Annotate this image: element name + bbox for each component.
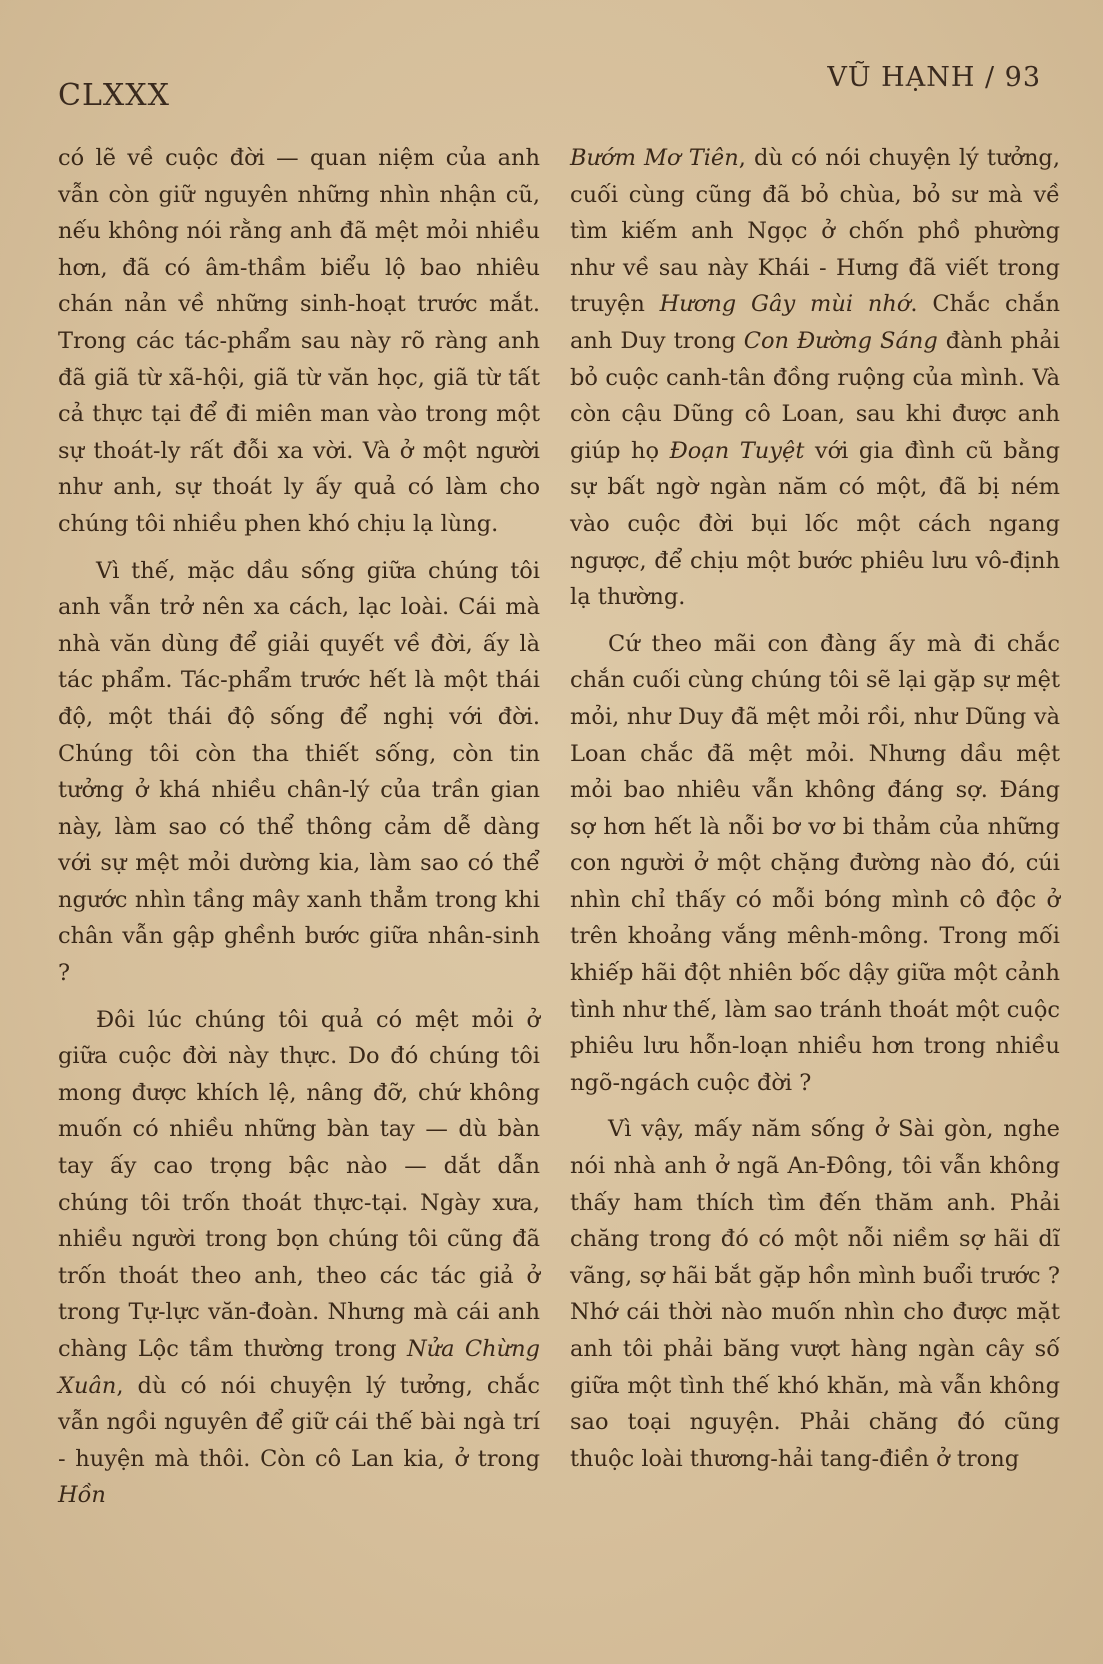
book-title: Nửa Chừng Xuân bbox=[58, 1336, 540, 1399]
paragraph: Vì vậy, mấy năm sống ở Sài gòn, nghe nói nhà anh ở ngã An-Đông, tôi vẫn không thấy ham thích tìm đến thăm anh. Phải chăng trong đó có một nỗi niềm sợ hãi dĩ vãng, sợ hãi bắt gặp hồn mình buổi trước ? Nhớ cái thời nào muốn nhìn cho được mặt anh tôi phải băng vượt hàng ngàn cây số giữa một tình thế khó khăn, mà vẫn không sao toại nguyện. Phải chăng đó cũng thuộc loài thương-hải tang-điền ở trong bbox=[570, 1116, 1060, 1472]
paragraph bbox=[570, 140, 1060, 616]
chapter-number: CLXXX bbox=[58, 78, 170, 113]
book-title: Bướm Mơ Tiên bbox=[570, 145, 739, 171]
text-run: Đôi lúc chúng tôi quả có mệt mỏi ở giữa cuộc đời này thực. Do đó chúng tôi mong được khích lệ, nâng đỡ, chứ không muốn có nhiều những bàn tay — dù bàn tay ấy cao trọng bậc nào — dắt dẫn chúng tôi trốn thoát thực-tại. Ngày xưa, nhiều người trong bọn chúng tôi cũng đã trốn thoát theo anh, theo các tác giả ở trong Tự-lực văn-đoàn. Nhưng mà cái anh chàng Lộc tầm thường trong bbox=[58, 1006, 540, 1362]
text-run: , dù có nói chuyện lý tưởng, chắc vẫn ngồi nguyên để giữ cái thế bài ngà trí - huyện mà thôi. Còn cô Lan kia, ở trong bbox=[58, 1372, 540, 1472]
text-run: với gia đình cũ bằng sự bất ngờ ngàn năm có một, đã bị ném vào cuộc đời bụi lốc một cách ngang ngược, để chịu một bước phiêu lưu vô-định lạ thường. bbox=[570, 437, 1060, 611]
right-column bbox=[570, 140, 1060, 1487]
paragraph: có lẽ về cuộc đời — quan niệm của anh vẫn còn giữ nguyên những nhìn nhận cũ, nếu không nói rằng anh đã mệt mỏi nhiều hơn, đã có âm-thầm biểu lộ bao nhiêu chán nản về những sinh-hoạt trước mắt. Trong các tác-phẩm sau này rõ ràng anh đã giã từ xã-hội, giã từ văn học, giã từ tất cả thực tại để đi miên man vào trong một sự thoát-ly rất đỗi xa vời. Và ở một người như anh, sự thoát ly ấy quả có làm cho chúng tôi nhiều phen khó chịu lạ lùng. bbox=[58, 145, 540, 537]
book-title: Con Đường Sáng bbox=[743, 327, 938, 354]
book-title: Đoạn Tuyệt bbox=[669, 437, 805, 464]
left-column bbox=[58, 140, 540, 1524]
text-run: . Chắc chắn anh Duy trong bbox=[570, 291, 1060, 354]
paragraph bbox=[58, 1002, 540, 1514]
text-run: đành phải bỏ cuộc canh-tân đồng ruộng của mình. Và còn cậu Dũng cô Loan, sau khi được anh giúp họ bbox=[570, 327, 1060, 464]
running-header: VŨ HẠNH / 93 bbox=[827, 62, 1041, 93]
text-run: , dù có nói chuyện lý tưởng, cuối cùng cũng đã bỏ chùa, bỏ sư mà về tìm kiếm anh Ngọc ở chốn phồ phường như về sau này Khái - Hưng đã viết trong truyện bbox=[570, 145, 1060, 318]
book-title: Hương Gây mùi nhớ bbox=[659, 291, 911, 318]
paragraph: Cứ theo mãi con đàng ấy mà đi chắc chắn cuối cùng chúng tôi sẽ lại gặp sự mệt mỏi, như Duy đã mệt mỏi rồi, như Dũng và Loan chắc đã mệt mỏi. Nhưng dầu mệt mỏi bao nhiêu vẫn không đáng sợ. Đáng sợ hơn hết là nỗi bơ vơ bi thảm của những con người ở một chặng đường nào đó, cúi nhìn chỉ thấy có mỗi bóng mình cô độc ở trên khoảng vắng mênh-mông. Trong mối khiếp hãi đột nhiên bốc dậy giữa một cảnh tình như thế, làm sao tránh thoát một cuộc phiêu lưu hỗn-loạn nhiều hơn trong nhiều ngõ-ngách cuộc đời ? bbox=[570, 630, 1060, 1096]
book-title: Hồn bbox=[58, 1482, 106, 1509]
paragraph: Vì thế, mặc dầu sống giữa chúng tôi anh vẫn trở nên xa cách, lạc loài. Cái mà nhà văn dùng để giải quyết về đời, ấy là tác phẩm. Tác-phẩm trước hết là một thái độ, một thái độ sống để nghị với đời. Chúng tôi còn tha thiết sống, còn tin tưởng ở khá nhiều chân-lý của trần gian này, làm sao có thể thông cảm dễ dàng với sự mệt mỏi dường kia, làm sao có thể ngước nhìn tầng mây xanh thẳm trong khi chân vẫn gập ghềnh bước giữa nhân-sinh ? bbox=[58, 557, 540, 987]
